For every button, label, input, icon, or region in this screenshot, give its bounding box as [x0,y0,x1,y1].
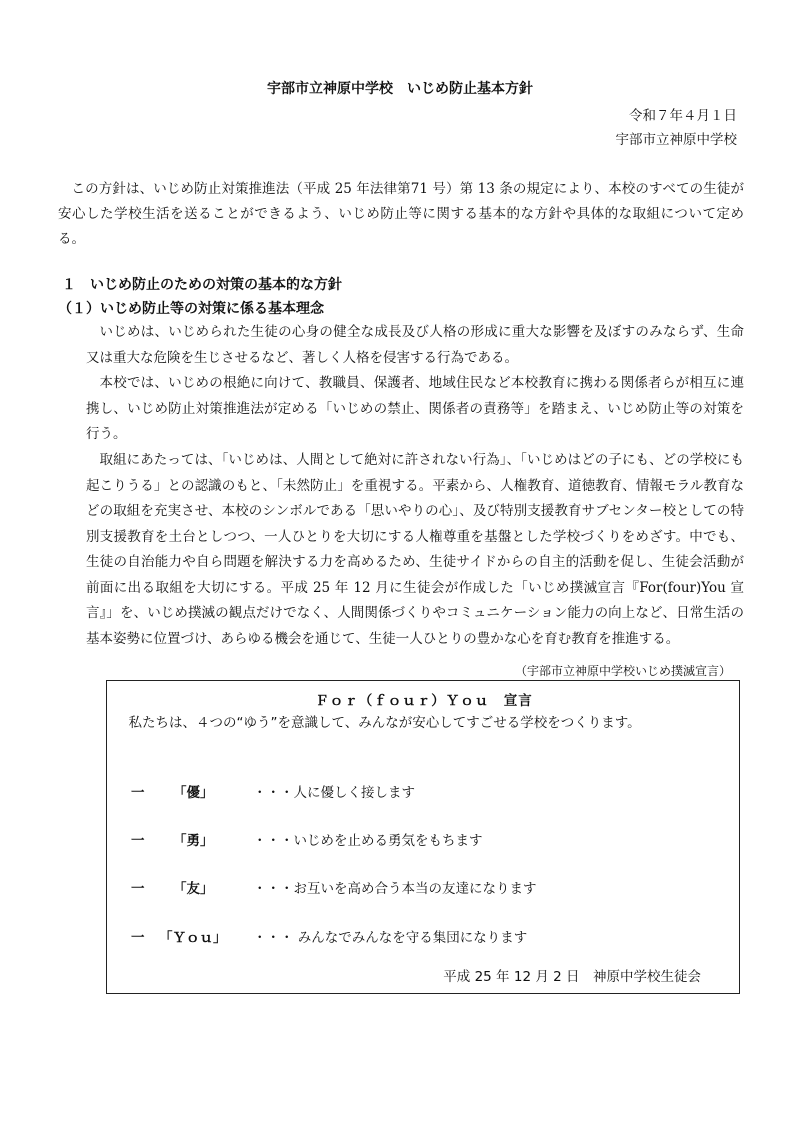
pledge-text: ・・・人に優しく接します [253,785,415,801]
pledge-dash: 一 [131,881,145,897]
body-paragraph-1: いじめは、いじめられた生徒の心身の健全な成長及び人格の形成に重大な影響を及ぼすのみならず、生命又は重大な危険を生じさせるなど、著しく人格を侵害する行為である。 [86,324,744,366]
subsection-heading-1-1: （１）いじめ防止等の対策に係る基本理念 [58,301,324,317]
document-title: 宇部市立神原中学校 いじめ防止基本方針 [267,81,533,97]
declaration-intro: 私たちは、４つの“ゆう”を意識して、みんなが安心してすごせる学校をつくります。 [128,715,641,731]
document-issuer: 宇部市立神原中学校 [615,132,737,148]
declaration-title: Ｆｏｒ（ｆｏｕｒ）Ｙｏｕ 宣言 [315,693,533,709]
body-paragraph-3: 取組にあたっては、「いじめは、人間として絶対に許されない行為」、「いじめはどの子にも、どの学校にも起こりうる」との認識のもと、「未然防止」を重視する。平素から、人権教育、道徳教育、情報モラル教育などの取組を充実させ、本校のシンボルである「思いやりの心」、及び特別支援教育サブセンター校としての特別支援教育を土台としつつ、一人ひとりを大切にする人権尊重を基盤とした学校づくりをめざす。中でも、生徒の自治能力や自ら問題を解決する力を高めるため、生徒サイドからの自主的活動を促し、生徒会活動が前面に出る取組を大切にする。平成 25 年 12 月に生徒会が作成した「いじめ撲滅宣言『For(four)You 宣言』」を、いじめ撲滅の観点だけでなく、人間関係づくりやコミュニケーション能力の向上など、日常生活の基本姿勢に位置づけ、あらゆる機会を通じて、生徒一人ひとりの豊かな心を育む教育を推進する。 [86,452,744,647]
pledge-keyword: 「勇」 [173,833,214,849]
section-heading-1: １ いじめ防止のための対策の基本的な方針 [62,277,342,293]
declaration-signature: 平成 25 年 12 月 2 日 神原中学校生徒会 [443,969,701,985]
pledge-text: ・・・ みんなでみんなを守る集団になります [253,930,528,946]
document-date: 令和７年４月１日 [629,108,737,124]
intro-paragraph: この方針は、いじめ防止対策推進法（平成 25 年法律第71 号）第 13 条の規定により、本校のすべての生徒が安心した学校生活を送ることができるよう、いじめ防止等に関する基本的な方針や具体的な取組について定める。 [58,181,744,247]
declaration-source: （宇部市立神原中学校いじめ撲滅宣言） [514,664,731,678]
pledge-text: ・・・お互いを高め合う本当の友達になります [253,881,537,897]
pledge-dash: 一 [131,785,145,801]
pledge-dash: 一 [131,833,145,849]
pledge-keyword: 「優」 [173,785,214,801]
declaration-box [106,664,740,994]
body-paragraph-2: 本校では、いじめの根絶に向けて、教職員、保護者、地域住民など本校教育に携わる関係者らが相互に連携し、いじめ防止対策推進法が定める「いじめの禁止、関係者の責務等」を踏まえ、いじめ防止等の対策を行う。 [86,375,744,442]
pledge-keyword: 「Ｙｏｕ」 [159,930,227,946]
pledge-dash: 一 [131,930,145,946]
pledge-keyword: 「友」 [173,881,214,897]
pledge-text: ・・・いじめを止める勇気をもちます [253,833,483,849]
